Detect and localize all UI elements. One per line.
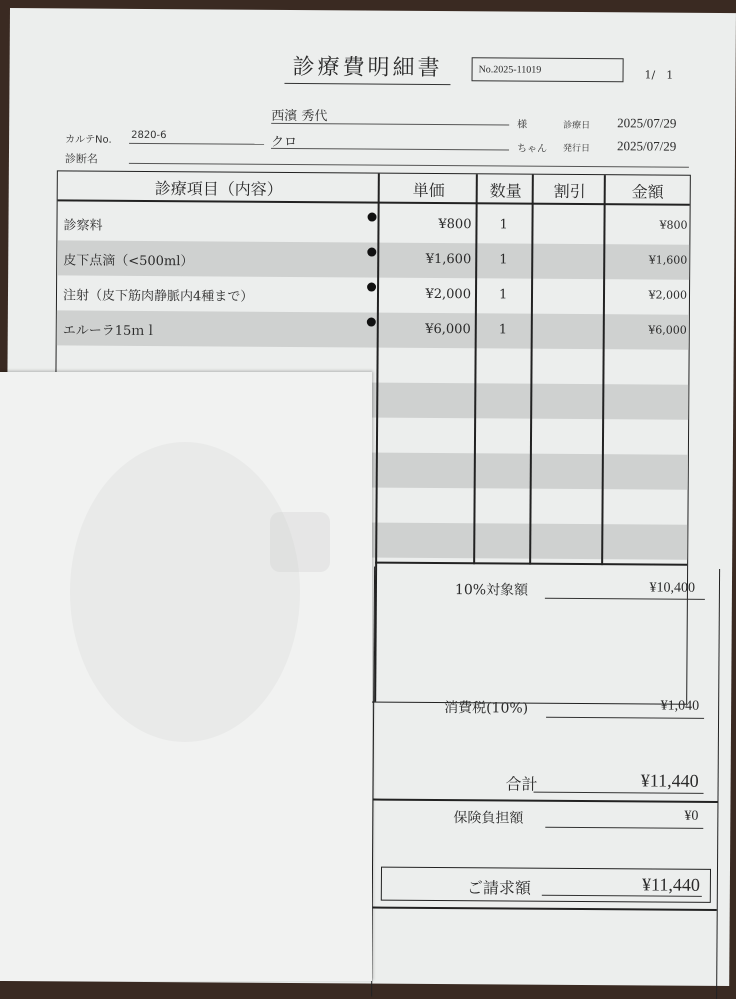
- tax-label: 消費税(10%): [444, 700, 529, 717]
- row-amount: ¥1,600: [648, 253, 688, 267]
- pet-name: クロ: [271, 134, 298, 151]
- table-row: [57, 240, 689, 279]
- row-quantity: 1: [498, 322, 508, 338]
- row-quantity: 1: [498, 287, 508, 303]
- show-through-shape: [270, 512, 330, 572]
- table-row: [57, 275, 689, 314]
- row-unit-price: ¥800: [438, 216, 472, 233]
- bullet-icon: [367, 248, 376, 257]
- pet-suffix: ちゃん: [516, 143, 548, 155]
- table-row: [57, 310, 689, 349]
- subtotal-value: ¥11,440: [640, 770, 699, 791]
- row-unit-price: ¥2,000: [425, 286, 472, 303]
- page-number: 1/ 1: [644, 68, 674, 82]
- document-title: 診療費明細書: [284, 50, 450, 85]
- pet-name-underline: [271, 148, 509, 151]
- row-amount: ¥6,000: [648, 323, 687, 337]
- row-item: 皮下点滴（<500ml）: [63, 253, 194, 270]
- diagnosis-label: 診断名: [64, 152, 98, 166]
- summary-block: [371, 567, 720, 999]
- taxable-underline: [545, 598, 705, 600]
- insurance-underline: [545, 827, 703, 829]
- document-number: No.2025-11019: [472, 57, 624, 82]
- header-quantity: 数量: [489, 181, 522, 201]
- karte-number: 2820-6: [131, 129, 167, 142]
- row-unit-price: ¥6,000: [425, 321, 471, 338]
- diagnosis-underline: [129, 163, 689, 168]
- row-item: 注射（皮下筋肉静脈内4種まで）: [62, 288, 254, 305]
- header-item: 診療項目（内容）: [154, 179, 283, 199]
- row-amount: ¥800: [659, 218, 688, 232]
- subtotal-label: 合計: [505, 774, 538, 794]
- karte-underline: [129, 143, 264, 145]
- row-unit-price: ¥1,600: [425, 251, 472, 268]
- issue-date: 2025/07/29: [617, 138, 677, 154]
- billing-value: ¥11,440: [641, 874, 700, 895]
- row-item: エルーラ15ｍｌ: [62, 323, 158, 340]
- table-header: [58, 171, 690, 205]
- table-bottom-rule: [375, 562, 687, 566]
- summary-bottom-rule: [373, 907, 717, 911]
- owner-name-underline: [271, 123, 509, 126]
- owner-name: 西濱 秀代: [271, 108, 328, 125]
- show-through-shape: [70, 442, 300, 742]
- header-discount: 割引: [553, 181, 586, 202]
- subtotal-underline: [534, 792, 704, 794]
- header-amount: 金額: [631, 182, 664, 202]
- issue-date-label: 発行日: [562, 143, 591, 155]
- billing-label: ご請求額: [466, 878, 531, 898]
- tax-value: ¥1,040: [660, 698, 700, 714]
- visit-date: 2025/07/29: [617, 115, 677, 131]
- insurance-label: 保険負担額: [453, 810, 524, 827]
- row-quantity: 1: [499, 252, 508, 268]
- billing-total-box: [381, 867, 711, 903]
- karte-label: カルテNo.: [65, 134, 112, 146]
- billing-underline: [542, 895, 702, 897]
- bullet-icon: [367, 282, 376, 291]
- taxable-value: ¥10,400: [649, 580, 696, 596]
- bullet-icon: [367, 317, 376, 326]
- tax-underline: [546, 717, 704, 719]
- taxable-label: 10%対象額: [454, 582, 529, 599]
- row-amount: ¥2,000: [648, 288, 688, 302]
- summary-divider: [373, 799, 717, 803]
- row-item: 診察料: [63, 218, 103, 234]
- overlapping-paper: [0, 372, 372, 981]
- owner-suffix: 様: [517, 119, 528, 131]
- table-row: [57, 205, 689, 244]
- bullet-icon: [368, 213, 377, 222]
- header-unit-price: 単価: [412, 180, 445, 201]
- insurance-value: ¥0: [684, 808, 699, 824]
- visit-date-label: 診療日: [563, 120, 591, 132]
- row-quantity: 1: [499, 217, 508, 233]
